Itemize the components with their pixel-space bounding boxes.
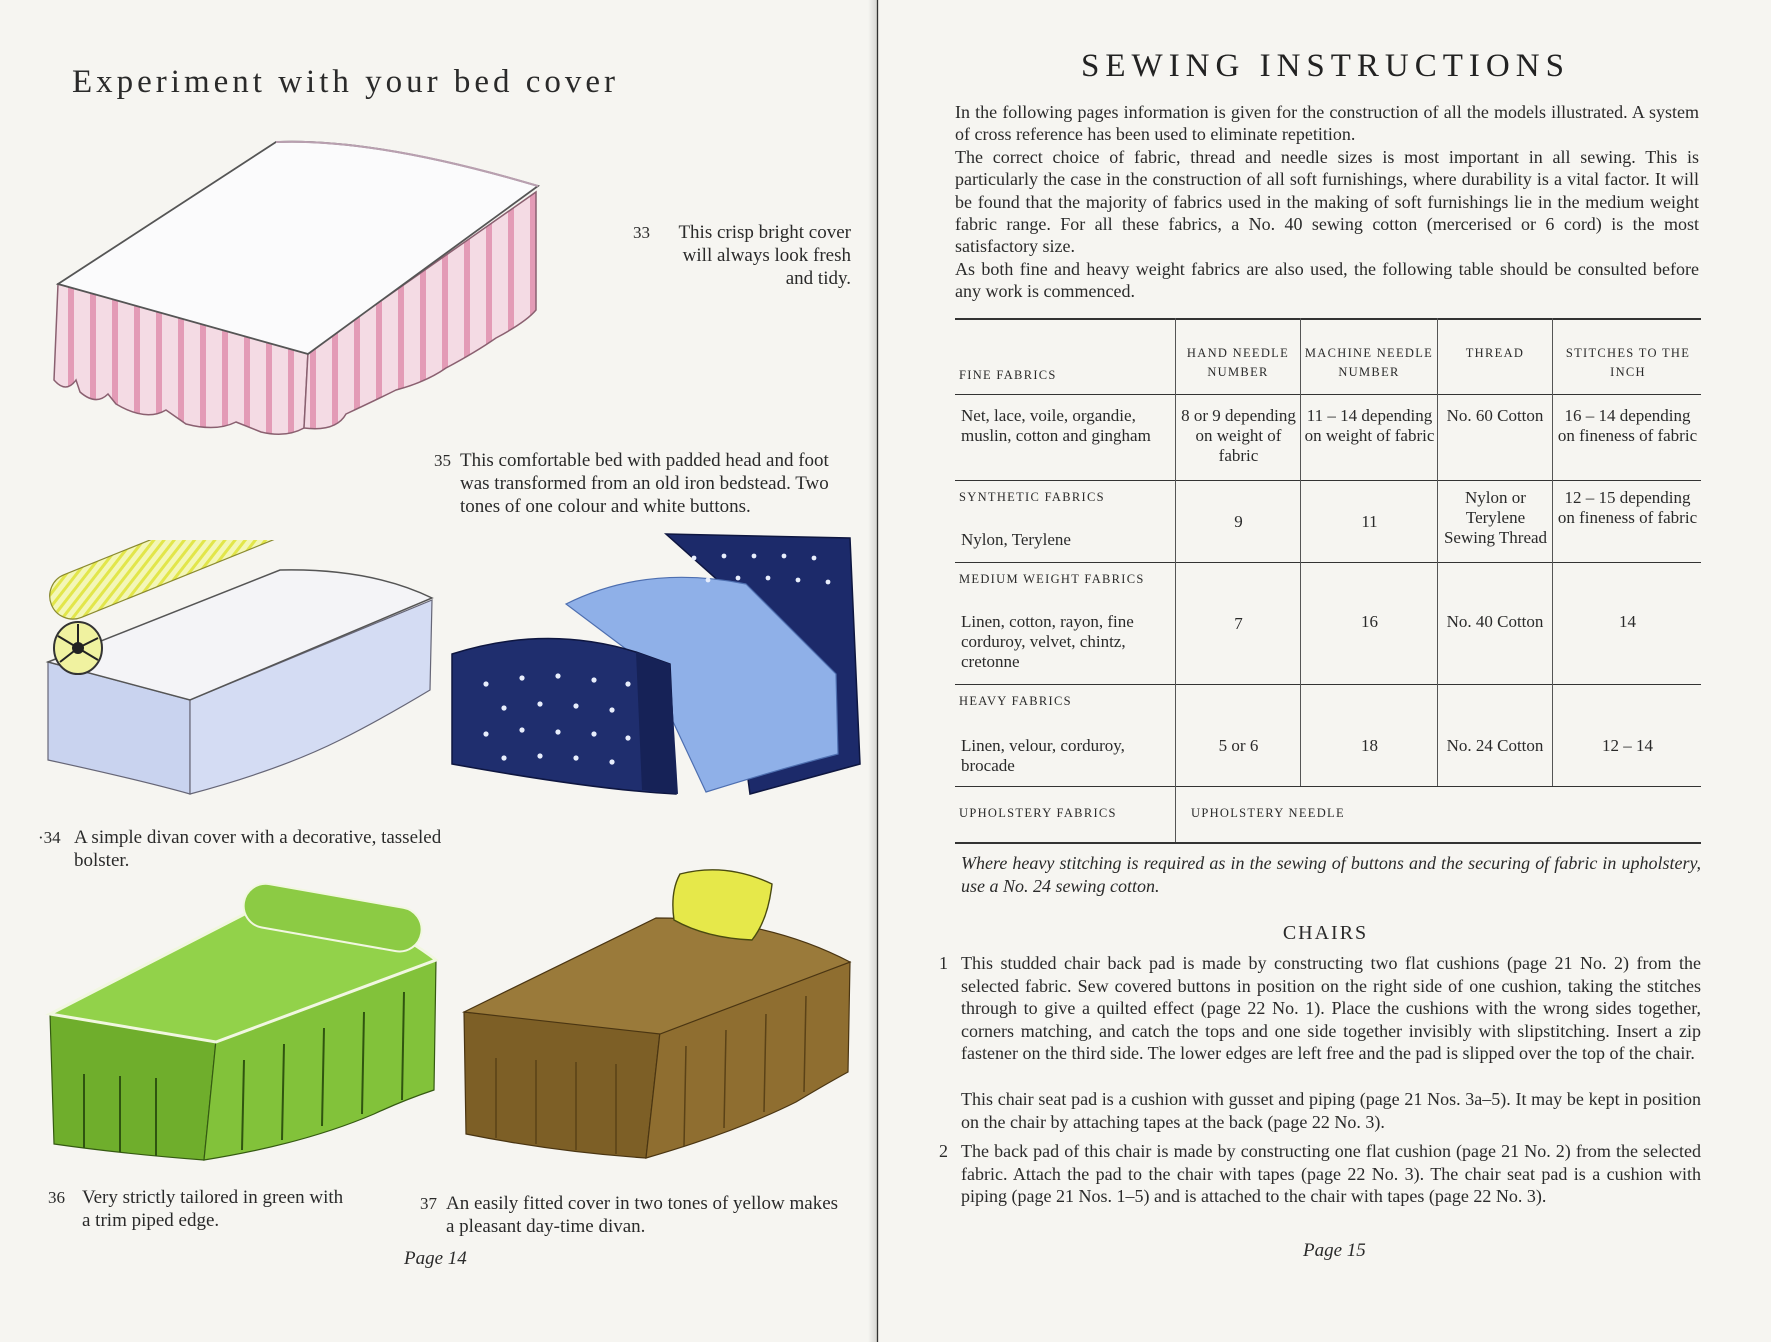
table-cell-stitches: 16 – 14 depending on fineness of fabric xyxy=(1557,406,1698,445)
paragraph-number: 2 xyxy=(939,1141,948,1161)
illustration-34-divan-with-bolster xyxy=(40,540,440,810)
table-cell-fabric: Linen, cotton, rayon, fine corduroy, velvet, chintz, cretonne xyxy=(961,612,1134,671)
table-cell-upholstery-needle: UPHOLSTERY NEEDLE xyxy=(1191,806,1345,820)
caption-35 xyxy=(434,449,850,518)
table-divider xyxy=(1437,318,1438,786)
caption-33 xyxy=(633,221,851,290)
table-cell-hand-needle: 5 or 6 xyxy=(1218,736,1259,755)
table-cell-stitches: 12 – 15 depending on fineness of fabric xyxy=(1557,488,1698,527)
table-rule xyxy=(955,318,1701,320)
table-cell-thread: No. 40 Cotton xyxy=(1446,612,1544,631)
left-page xyxy=(0,0,877,1342)
chairs-paragraph xyxy=(961,1088,1701,1133)
table-cell-stitches: 14 xyxy=(1619,612,1636,631)
table-rule xyxy=(955,786,1701,787)
table-rule xyxy=(955,394,1701,395)
paragraph-text: The back pad of this chair is made by constructing one flat cushion (page 21 No. 2) from the selected fabric. Attach the pad to the chair with tapes (page 22 No. 3). The chair seat pad is a cushion with piping (page 21 Nos. 1–5) and is attached to the chair with tapes (page 22 No. 3). xyxy=(961,1141,1701,1207)
intro-paragraph: In the following pages information is given for the construction of all the models illustrated. A system of cross reference has been used to eliminate repetition. xyxy=(955,102,1699,145)
table-rule xyxy=(955,842,1701,844)
paragraph-number: 1 xyxy=(939,953,948,973)
table-cell-fabric: Net, lace, voile, organdie, muslin, cotton and gingham xyxy=(961,406,1151,445)
right-page xyxy=(878,0,1771,1342)
illustration-36-green-tailored-divan xyxy=(44,864,444,1164)
caption-37 xyxy=(420,1192,846,1238)
paragraph-text: This studded chair back pad is made by constructing two flat cushions (page 21 No. 2) from the selected fabric. Sew covered buttons in position on the right side of one cushion, taking the stitches through to give a quilted effect (page 22 No. 1). Place the cushions with the wrong sides together, corners matching, and catch the tops and one side together invisibly with slipstitching. Insert a zip fastener on the third side. The lower edges are left free and the pad is slipped over the top of the chair. xyxy=(961,953,1701,1064)
page-number: Page 14 xyxy=(404,1248,467,1269)
illustration-37-two-tone-divan xyxy=(456,862,856,1162)
table-rule xyxy=(955,684,1701,685)
table-section-label: HEAVY FABRICS xyxy=(959,694,1072,708)
caption-number: ·34 xyxy=(38,828,61,847)
caption-text: This comfortable bed with padded head and foot was transformed from an old iron bedstead. Two tones of one colour and white buttons. xyxy=(460,450,829,517)
fabric-needle-table xyxy=(955,318,1701,844)
table-cell-fabric: Linen, velour, corduroy, brocade xyxy=(961,736,1125,775)
chairs-paragraph xyxy=(939,1140,1701,1208)
intro-paragraph: As both fine and heavy weight fabrics are also used, the following table should be consulted before any work is commenced. xyxy=(955,258,1699,302)
table-section-label: UPHOLSTERY FABRICS xyxy=(959,806,1117,820)
paragraph-text: This chair seat pad is a cushion with gusset and piping (page 21 Nos. 3a–5). It may be kept in position on the chair by attaching tapes at the back (page 22 No. 3). xyxy=(961,1089,1701,1132)
section-heading-chairs: CHAIRS xyxy=(1282,922,1369,944)
table-cell-machine-needle: 11 – 14 depending on weight of fabric xyxy=(1304,406,1435,445)
table-divider xyxy=(1175,318,1176,842)
table-cell-machine-needle: 18 xyxy=(1361,736,1378,755)
intro-text xyxy=(955,101,1699,303)
caption-number: 35 xyxy=(434,451,451,470)
table-cell-machine-needle: 11 xyxy=(1361,512,1378,531)
illustration-35-padded-bed xyxy=(446,524,866,814)
caption-number: 37 xyxy=(420,1194,437,1213)
table-divider xyxy=(1552,318,1553,786)
table-header: MACHINE NEEDLE NUMBER xyxy=(1304,346,1434,379)
stitching-note: Where heavy stitching is required as in the sewing of buttons and the securing of fabric in upholstery, use a No. 24 sewing cotton. xyxy=(961,853,1701,896)
table-cell-machine-needle: 16 xyxy=(1361,612,1378,631)
table-header: THREAD xyxy=(1465,346,1525,360)
caption-number: 36 xyxy=(48,1188,65,1207)
caption-36 xyxy=(48,1186,352,1232)
table-cell-thread: No. 60 Cotton xyxy=(1446,406,1544,425)
caption-text: A simple divan cover with a decorative, tasseled bolster. xyxy=(74,827,442,871)
table-section-label: MEDIUM WEIGHT FABRICS xyxy=(959,572,1145,586)
caption-text: An easily fitted cover in two tones of yellow makes a pleasant day-time divan. xyxy=(446,1193,839,1237)
table-cell-hand-needle: 8 or 9 depending on weight of fabric xyxy=(1181,406,1296,465)
table-header: STITCHES TO THE INCH xyxy=(1565,346,1691,379)
table-divider xyxy=(1300,318,1301,786)
table-cell-stitches: 12 – 14 xyxy=(1602,736,1653,755)
page-number: Page 15 xyxy=(1303,1240,1366,1261)
caption-text: Very strictly tailored in green with a trim piped edge. xyxy=(82,1187,344,1231)
table-cell-fabric: Nylon, Terylene xyxy=(961,530,1071,549)
intro-paragraph: The correct choice of fabric, thread and needle sizes is most important in all sewing. This is particularly the case in the construction of all soft furnishings, where durability is a vital factor. It will be found that the majority of fabrics used in the making of soft furnishings lie in the medium weight fabric range. For all these fabrics, a No. 40 sewing cotton (mercerised or 6 cord) is the most satisfactory size. xyxy=(955,146,1699,257)
table-cell-hand-needle: 7 xyxy=(1234,614,1243,633)
table-cell-thread: Nylon or Terylene Sewing Thread xyxy=(1443,488,1548,547)
caption-text: This crisp bright cover will always look fresh and tidy. xyxy=(678,222,851,289)
table-section-label: SYNTHETIC FABRICS xyxy=(959,490,1105,504)
caption-number: 33 xyxy=(633,223,650,242)
table-cell-thread: No. 24 Cotton xyxy=(1446,736,1544,755)
table-rule xyxy=(955,562,1701,563)
table-cell-hand-needle: 9 xyxy=(1234,512,1243,531)
table-header: FINE FABRICS xyxy=(959,368,1057,382)
page-title: SEWING INSTRUCTIONS xyxy=(1081,48,1570,84)
page-title: Experiment with your bed cover xyxy=(72,64,620,100)
table-rule xyxy=(955,480,1701,481)
chairs-paragraph xyxy=(939,952,1701,1065)
table-header: HAND NEEDLE NUMBER xyxy=(1186,346,1290,379)
